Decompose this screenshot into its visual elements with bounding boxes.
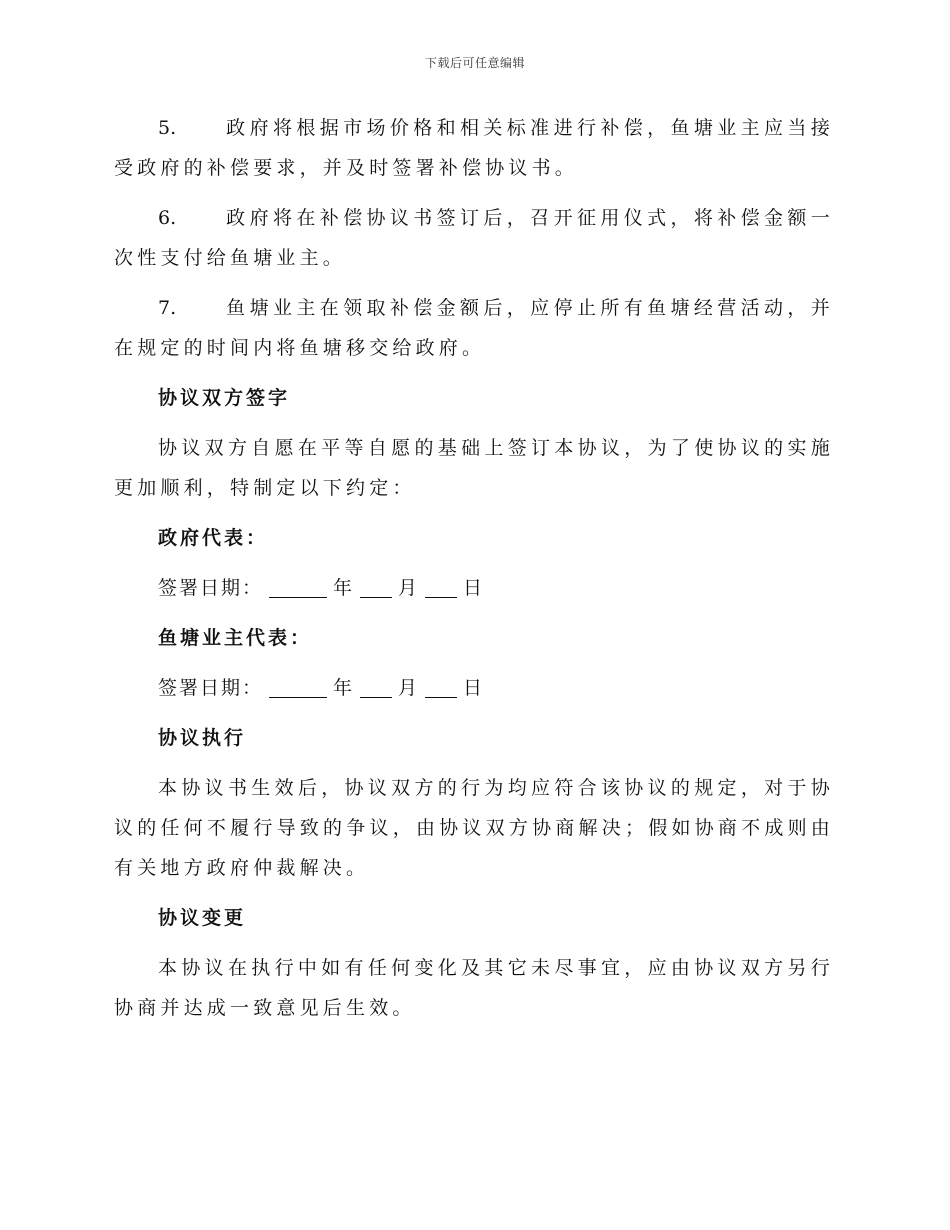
gov-representative-label: 政府代表： [158, 527, 269, 549]
clause-6 [114, 198, 834, 278]
month-label: 月 [398, 677, 420, 699]
clause-text: 鱼塘业主在领取补偿金额后，应停止所有鱼塘经营活动，并在规定的时间内将鱼塘移交给政府。 [114, 297, 834, 359]
date-label: 签署日期： [158, 577, 264, 599]
day-label: 日 [463, 577, 485, 599]
clause-5 [114, 108, 834, 188]
day-blank [425, 675, 457, 698]
execution-heading: 协议执行 [158, 727, 247, 749]
month-blank [360, 675, 392, 698]
execution-text: 本协议书生效后，协议双方的行为均应符合该协议的规定，对于协议的任何不履行导致的争议，由协议双方协商解决；假如协商不成则由有关地方政府仲裁解决。 [114, 777, 834, 879]
document-body [114, 108, 834, 1038]
gov-sign-date [114, 568, 834, 608]
year-blank [269, 575, 327, 598]
year-blank [269, 675, 327, 698]
year-label: 年 [333, 677, 355, 699]
page-header: 下载后可任意编辑 [424, 56, 525, 70]
clause-number: 7. [158, 297, 177, 319]
date-label: 签署日期： [158, 677, 264, 699]
sign-section-intro: 协议双方自愿在平等自愿的基础上签订本协议，为了使协议的实施更加顺利，特制定以下约定： [114, 437, 834, 499]
owner-representative-label: 鱼塘业主代表： [158, 627, 313, 649]
month-label: 月 [398, 577, 420, 599]
sign-section-heading: 协议双方签字 [158, 387, 291, 409]
clause-number: 6. [158, 207, 177, 229]
clause-number: 5. [158, 117, 177, 139]
month-blank [360, 575, 392, 598]
clause-text: 政府将在补偿协议书签订后，召开征用仪式，将补偿金额一次性支付给鱼塘业主。 [114, 207, 834, 269]
day-blank [425, 575, 457, 598]
change-heading: 协议变更 [158, 907, 247, 929]
change-text: 本协议在执行中如有任何变化及其它未尽事宜，应由协议双方另行协商并达成一致意见后生效。 [114, 957, 834, 1019]
year-label: 年 [333, 577, 355, 599]
clause-7 [114, 288, 834, 368]
owner-sign-date [114, 668, 834, 708]
clause-text: 政府将根据市场价格和相关标准进行补偿，鱼塘业主应当接受政府的补偿要求，并及时签署补偿协议书。 [114, 117, 834, 179]
day-label: 日 [463, 677, 485, 699]
